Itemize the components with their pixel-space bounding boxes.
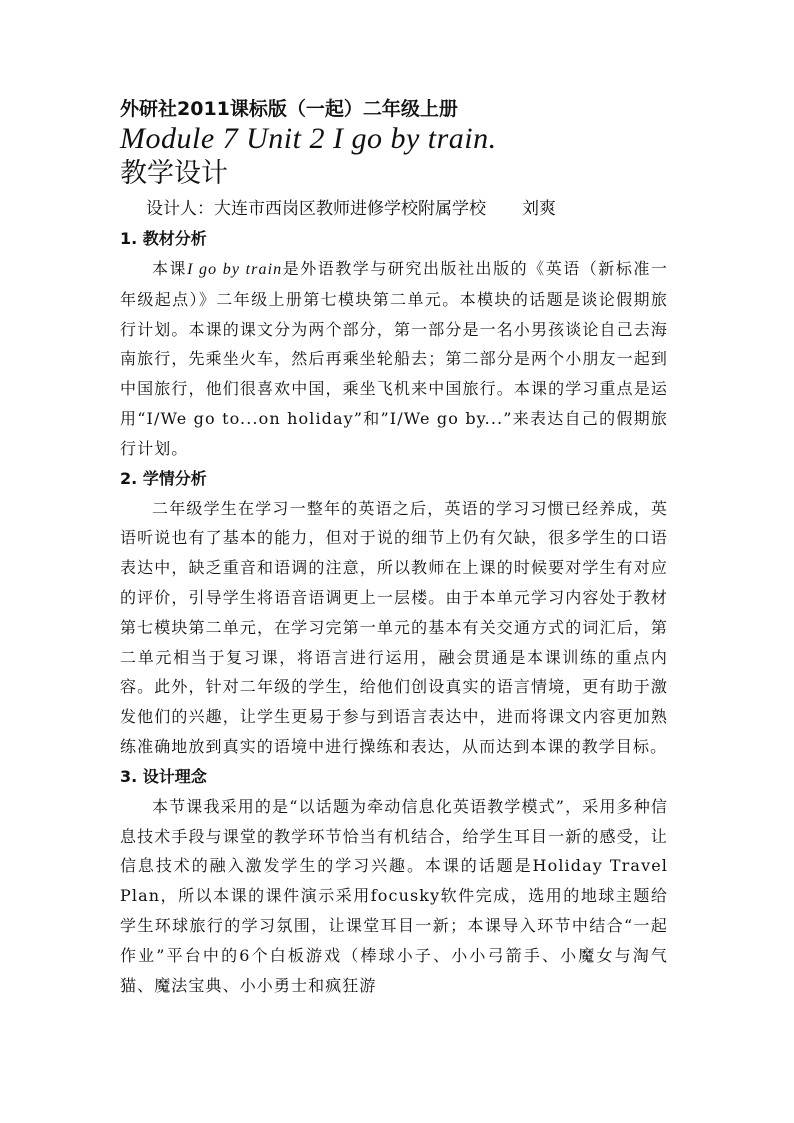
designer-org: 大连市西岗区教师进修学校附属学校 <box>214 199 486 219</box>
section-heading-textbook-analysis: 1. 教材分析 <box>120 229 207 248</box>
section-body-design-concept: 本节课我采用的是“以话题为牵动信息化英语教学模式”，采用多种信息技术手段与课堂的教学环节恰当有机结合，给学生耳目一新的感受，让信息技术的融入激发学生的学习兴趣。本课的话题是Holiday Travel Plan，所以本课的课件演示采用focusky软件完成，选用的地球主题给学生环球旅行的学习氛围，让课堂耳目一新；本课导入环节中结合“一起作业”平台中的6个白板游戏（棒球小子、小小弓箭手、小魔女与淘气猫、魔法宝典、小小勇士和疯狂游 <box>120 796 668 995</box>
section-heading-student-analysis: 2. 学情分析 <box>120 468 207 488</box>
para-intro: 本课 <box>152 259 188 278</box>
series-title: 外研社2011课标版（一起）二年级上册 <box>120 98 458 120</box>
para-body: 是外语教学与研究出版社出版的《英语（新标准一年级起点）》二年级上册第七模块第二单元。本模块的话题是谈论假期旅行计划。本课的课文分为两个部分，第一部分是一名小男孩谈论自己去海南旅行，先乘坐火车，然后再乘坐轮船去；第二部分是两个小朋友一起到中国旅行，他们很喜欢中国，乘坐飞机来中国旅行。本课的学习重点是运用“I/We go to...on holiday”和”I/We go by...”来表达自己的假期旅行计划。 <box>120 259 668 458</box>
lesson-name-italic: I go by train <box>187 261 283 278</box>
document-type-title: 教学设计 <box>120 158 228 189</box>
designer-label: 设计人： <box>146 199 214 219</box>
designer-name: 刘爽 <box>522 199 556 219</box>
section-body-student-analysis: 二年级学生在学习一整年的英语之后，英语的学习习惯已经养成，英语听说也有了基本的能力，但对于说的细节上仍有欠缺，很多学生的口语表达中，缺乏重音和语调的注意，所以教师在上课的时候要对学生有对应的评价，引导学生将语音语调更上一层楼。由于本单元学习内容处于教材第七模块第二单元，在学习完第一单元的基本有关交通方式的词汇后，第二单元相当于复习课，将语言进行运用，融会贯通是本课训练的重点内容。此外，针对二年级的学生，给他们创设真实的语言情境，更有助于激发他们的兴趣，让学生更易于参与到语言表达中，进而将课文内容更加熟练准确地放到真实的语境中进行操练和表达，从而达到本课的教学目标。 <box>120 498 668 756</box>
document-page <box>120 96 668 1000</box>
section-heading-design-concept: 3. 设计理念 <box>120 766 207 786</box>
designer-line <box>146 194 668 224</box>
section-body-textbook-analysis <box>120 254 668 464</box>
lesson-title: Module 7 Unit 2 I go by train. <box>120 122 497 155</box>
